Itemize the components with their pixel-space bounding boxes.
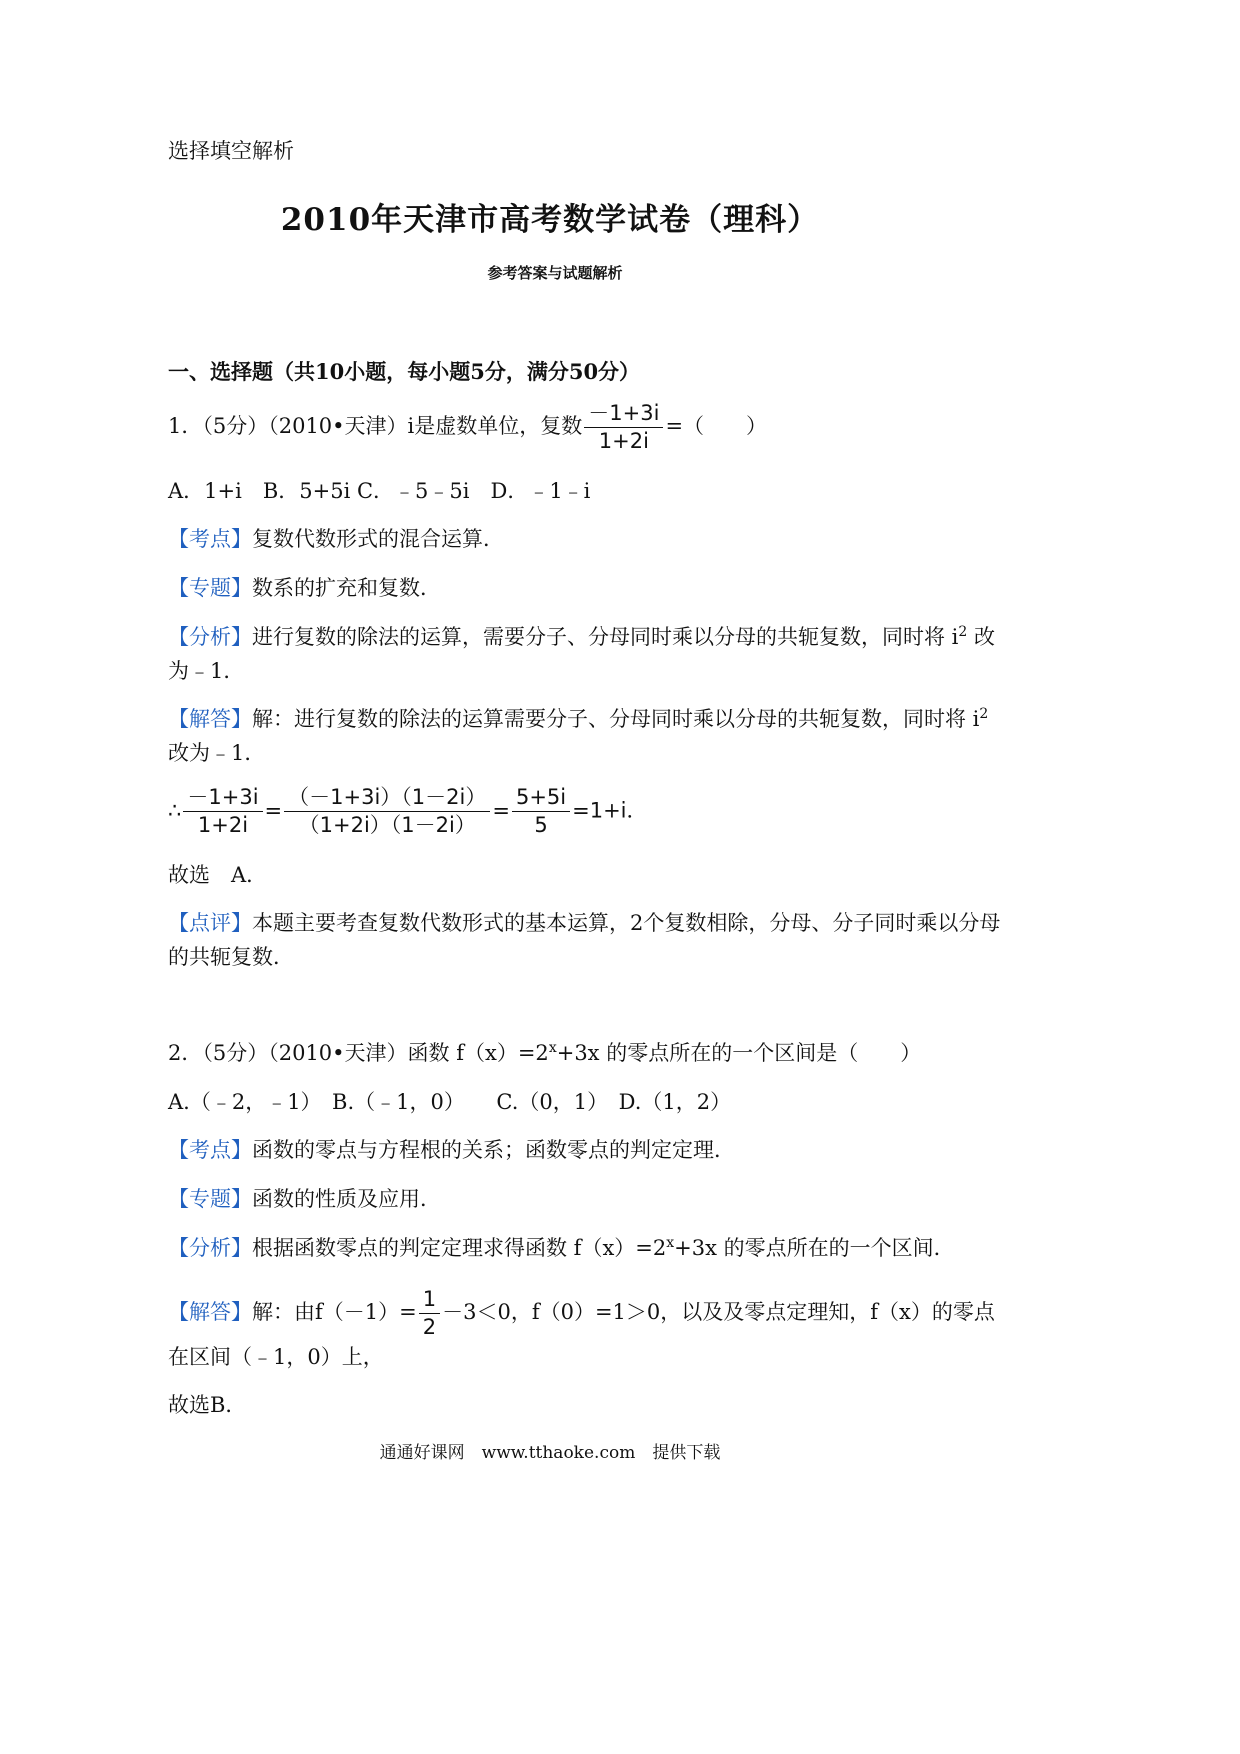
- tag-fenxi: 分析: [189, 625, 231, 649]
- tag-open: 【: [168, 576, 189, 600]
- q1-stem: [168, 400, 767, 455]
- q1-fraction: [584, 400, 663, 455]
- q2-fenxi-sup: x: [666, 1235, 675, 1251]
- q1-fraction-den: 1+2i: [598, 429, 649, 453]
- tag-open: 【: [168, 707, 189, 731]
- eq-fraction-1: [183, 784, 262, 839]
- q2-stem-suffix: +3x 的零点所在的一个区间是（ ）: [556, 1041, 922, 1065]
- section-heading: 一、选择题（共10小题，每小题5分，满分50分）: [168, 359, 641, 384]
- eq-fraction-2-num: （－1+3i）（1－2i）: [284, 784, 490, 812]
- eq-equals: =: [492, 798, 510, 823]
- tag-open: 【: [168, 1236, 189, 1260]
- eq-equals: =: [264, 798, 283, 823]
- eq-fraction-3-den: 5: [534, 813, 548, 837]
- eq-fraction-1-num: －1+3i: [183, 784, 262, 812]
- q1-options: A．1+i B．5+5i C．﹣5﹣5i D．﹣1﹣i: [168, 479, 591, 503]
- q2-fenxi-suffix: +3x 的零点所在的一个区间．: [674, 1236, 955, 1260]
- q1-dianping-line1: 本题主要考查复数代数形式的基本运算，2个复数相除，分母、分子同时乘以分母: [252, 911, 1001, 935]
- tag-kaodian: 考点: [189, 1138, 231, 1162]
- q2-zhuanti: [168, 1184, 441, 1214]
- tag-zhuanti: 专题: [189, 1187, 231, 1211]
- eq-fraction-3-num: 5+5i: [512, 784, 570, 812]
- tag-close: 】: [231, 1300, 252, 1324]
- q1-jieda-sup: 2: [979, 706, 989, 722]
- q2-fenxi: [168, 1233, 955, 1263]
- tag-fenxi: 分析: [189, 1236, 231, 1260]
- q1-fenxi-tail: 改: [967, 625, 995, 649]
- q2-jieda-suffix: －3＜0，f（0）=1＞0，以及及零点定理知，f（x）的零点: [442, 1300, 995, 1324]
- eq-fraction-3: [512, 784, 570, 839]
- q1-zhuanti: [168, 573, 441, 603]
- q1-equation: [168, 784, 648, 839]
- tag-jieda: 解答: [189, 707, 231, 731]
- tag-close: 】: [231, 1236, 252, 1260]
- q1-dianping-line2: 的共轭复数．: [168, 945, 294, 969]
- tag-close: 】: [231, 576, 252, 600]
- tag-open: 【: [168, 527, 189, 551]
- q2-stem-prefix: 2．（5分）（2010•天津）函数 f（x）=2: [168, 1041, 549, 1065]
- tag-zhuanti: 专题: [189, 576, 231, 600]
- q2-jieda-fraction-den: 2: [422, 1315, 437, 1339]
- q2-jieda-fraction: [419, 1286, 440, 1341]
- q2-kaodian-text: 函数的零点与方程根的关系；函数零点的判定定理．: [252, 1138, 735, 1162]
- tag-close: 】: [231, 527, 252, 551]
- eq-fraction-2-den: （1+2i）（1－2i）: [298, 813, 476, 837]
- q1-jieda: [168, 704, 988, 734]
- page-footer: 通通好课网 www.tthaoke.com 提供下载: [379, 1443, 721, 1463]
- eq-fraction-1-den: 1+2i: [197, 813, 249, 837]
- q1-fenxi: [168, 622, 995, 652]
- q1-stem-prefix: 1．（5分）（2010•天津）i是虚数单位，复数: [168, 414, 583, 438]
- q2-jieda-prefix: 解：由f（－1）=: [252, 1300, 417, 1324]
- q2-fenxi-prefix: 根据函数零点的判定定理求得函数 f（x）=2: [252, 1236, 667, 1260]
- q2-jieda: [168, 1286, 995, 1341]
- q1-fraction-num: －1+3i: [584, 400, 663, 428]
- page-subtitle: 参考答案与试题解析: [487, 264, 623, 282]
- tag-open: 【: [168, 911, 189, 935]
- q2-jieda-line2: 在区间（﹣1，0）上，: [168, 1345, 384, 1369]
- tag-dianping: 点评: [189, 911, 231, 935]
- q2-stem: [168, 1038, 921, 1068]
- therefore-symbol: ∴: [168, 798, 182, 823]
- tag-jieda: 解答: [189, 1300, 231, 1324]
- tag-open: 【: [168, 1300, 189, 1324]
- q1-fenxi-sup: 2: [958, 624, 968, 640]
- q1-fenxi-line1: 进行复数的除法的运算，需要分子、分母同时乘以分母的共轭复数，同时将 i: [252, 625, 959, 649]
- q1-fenxi-line2: 为﹣1．: [168, 659, 245, 683]
- q2-zhuanti-text: 函数的性质及应用．: [252, 1187, 441, 1211]
- tag-close: 】: [231, 1138, 252, 1162]
- tag-open: 【: [168, 1187, 189, 1211]
- q1-kaodian-text: 复数代数形式的混合运算．: [252, 527, 504, 551]
- q2-jieda-fraction-num: 1: [419, 1286, 440, 1314]
- tag-close: 】: [231, 625, 252, 649]
- tag-close: 】: [231, 1187, 252, 1211]
- header-note: 选择填空解析: [168, 139, 294, 163]
- tag-close: 】: [231, 707, 252, 731]
- q2-options: A.（﹣2，﹣1） B.（﹣1，0） C.（0，1） D.（1，2）: [168, 1090, 732, 1114]
- tag-close: 】: [231, 911, 252, 935]
- q1-jieda-line1: 解：进行复数的除法的运算需要分子、分母同时乘以分母的共轭复数，同时将 i: [252, 707, 980, 731]
- q1-kaodian: [168, 524, 504, 554]
- q1-dianping: [168, 908, 1000, 938]
- q2-kaodian: [168, 1135, 735, 1165]
- tag-open: 【: [168, 1138, 189, 1162]
- q1-answer: 故选 A．: [168, 863, 268, 887]
- q2-answer: 故选B．: [168, 1393, 247, 1417]
- q2-stem-sup: x: [548, 1040, 557, 1056]
- eq-result: =1+i．: [572, 798, 648, 823]
- page-title: 2010年天津市高考数学试卷（理科）: [280, 202, 820, 238]
- tag-open: 【: [168, 625, 189, 649]
- q1-stem-suffix: =（ ）: [665, 414, 768, 438]
- q1-jieda-line2: 改为﹣1．: [168, 741, 266, 765]
- eq-fraction-2: [284, 784, 490, 839]
- q1-zhuanti-text: 数系的扩充和复数．: [252, 576, 441, 600]
- tag-kaodian: 考点: [189, 527, 231, 551]
